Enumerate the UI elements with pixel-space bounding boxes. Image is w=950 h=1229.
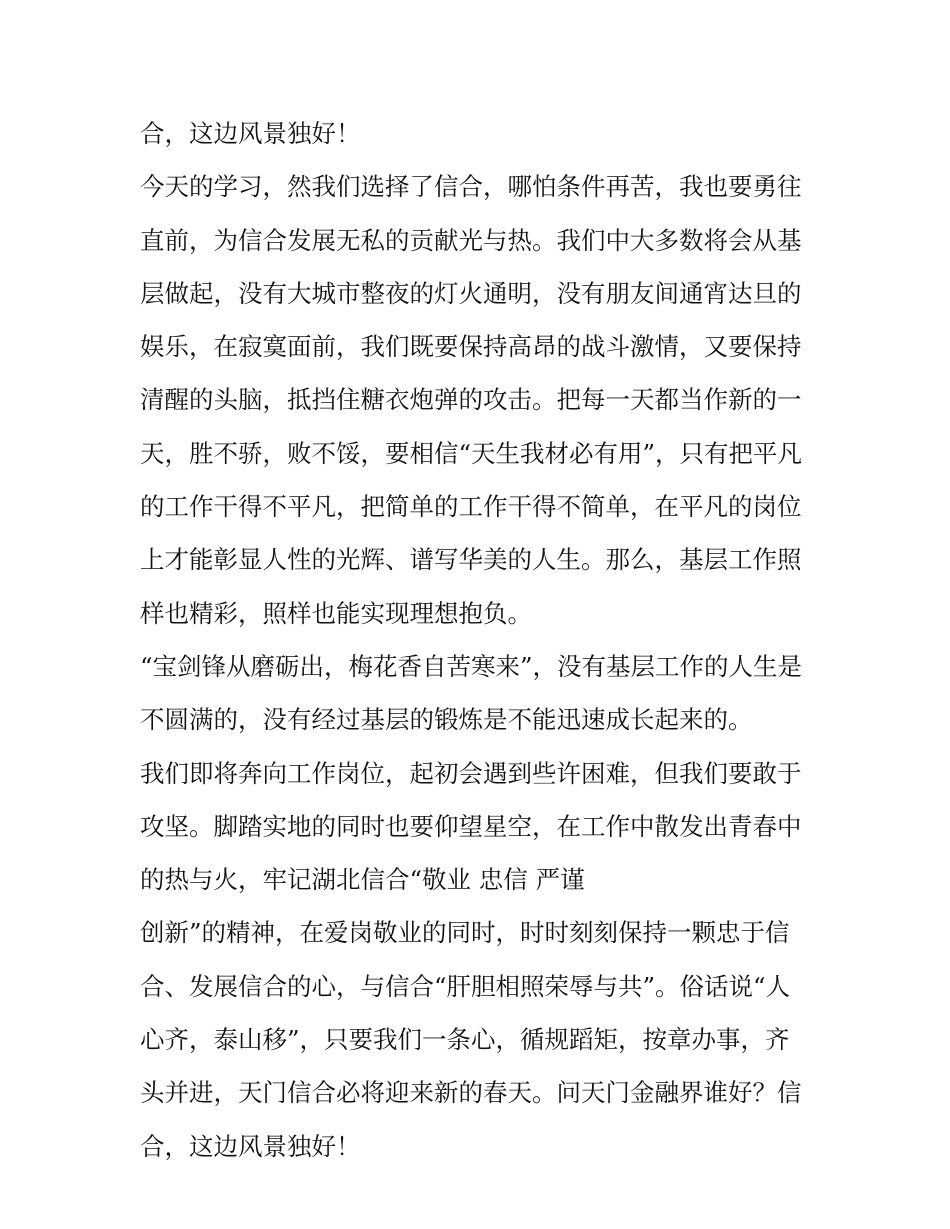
text-line: 我们即将奔向工作岗位，起初会遇到些许困难，但我们要敢于 [140, 758, 802, 788]
document-body [140, 107, 830, 1173]
text-line: 天，胜不骄，败不馁，要相信“天生我材必有用”，只有把平凡 [140, 438, 803, 468]
text-line: 的热与火，牢记湖北信合“敬业 忠信 严谨 [140, 865, 585, 895]
text-line: “宝剑锋从磨砺出，梅花香自苦寒来”，没有基层工作的人生是 [140, 651, 803, 681]
text-line: 攻坚。脚踏实地的同时也要仰望星空，在工作中散发出青春中 [140, 811, 802, 841]
text-line: 层做起，没有大城市整夜的灯火通明，没有朋友间通宵达旦的 [140, 278, 802, 308]
text-line: 合，这边风景独好！ [140, 119, 361, 148]
text-line: 上才能彰显人性的光辉、谱写华美的人生。那么，基层工作照 [140, 545, 802, 575]
text-line: 直前，为信合发展无私的贡献光与热。我们中大多数将会从基 [140, 225, 802, 255]
text-line: 清醒的头脑，抵挡住糖衣炮弹的攻击。把每一天都当作新的一 [140, 385, 802, 415]
text-line: 样也精彩，照样也能实现理想抱负。 [140, 598, 532, 628]
text-line: 不圆满的，没有经过基层的锻炼是不能迅速成长起来的。 [140, 705, 753, 735]
text-line: 的工作干得不平凡，把简单的工作干得不简单，在平凡的岗位 [140, 492, 802, 522]
text-line: 头并进，天门信合必将迎来新的春天。问天门金融界谁好？信 [140, 1078, 802, 1108]
text-line: 今天的学习，然我们选择了信合，哪怕条件再苦，我也要勇往 [140, 172, 802, 202]
text-line: 创新”的精神，在爱岗敬业的同时，时时刻刻保持一颗忠于信 [140, 918, 790, 948]
text-line: 合、发展信合的心，与信合“肝胆相照荣辱与共”。俗话说“人 [140, 971, 791, 1001]
text-line: 心齐，泰山移”，只要我们一条心，循规蹈矩，按章办事，齐 [140, 1025, 790, 1055]
text-line: 合，这边风景独好！ [140, 1131, 361, 1161]
text-line: 娱乐，在寂寞面前，我们既要保持高昂的战斗激情，又要保持 [140, 332, 802, 362]
